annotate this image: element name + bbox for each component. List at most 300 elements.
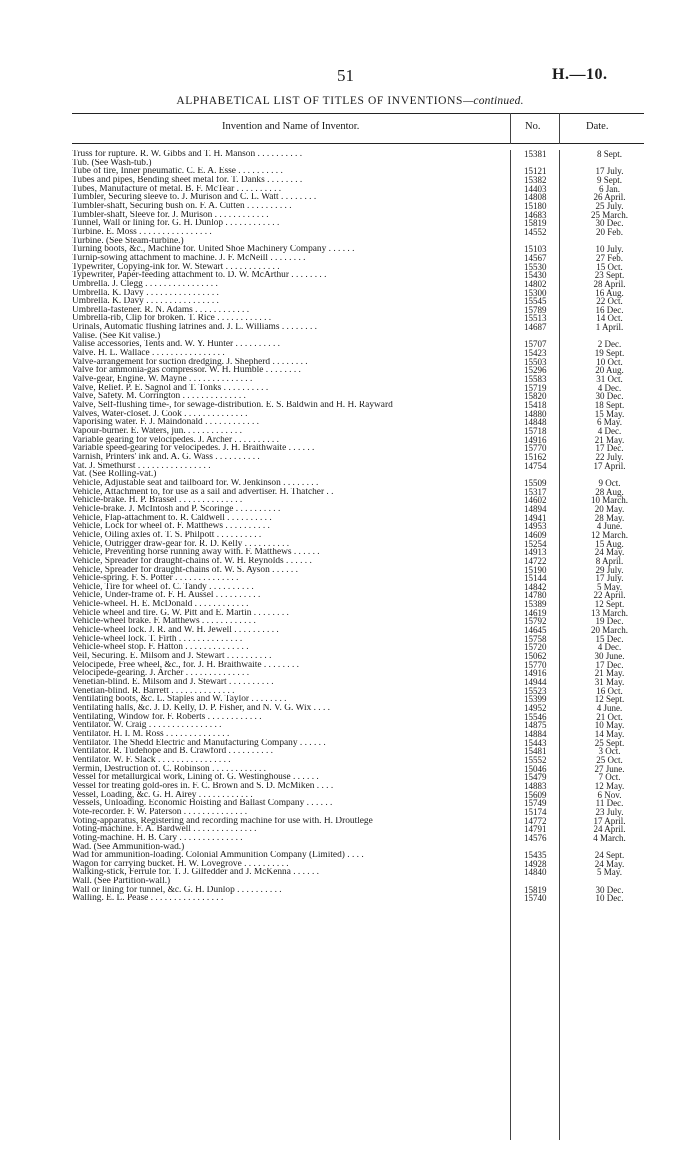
invention-title: Turbine. E. Moss . . . . . . . . . . . . . . . . (72, 227, 212, 237)
column-header-date: Date. (586, 121, 609, 132)
list-item (72, 306, 644, 315)
patent-date: 14 May. (594, 728, 625, 739)
patent-date: 12 Sept. (594, 599, 625, 610)
list-item (72, 479, 644, 488)
patent-number: 15819 (524, 218, 547, 229)
patent-number: 15792 (524, 616, 547, 627)
invention-title: Umbrella-fastener. R. N. Adams . . . . . . . . . . . . (72, 305, 250, 315)
list-item (72, 566, 644, 575)
list-item (72, 462, 644, 471)
list-item (72, 548, 644, 557)
patent-number: 14645 (524, 625, 547, 636)
patent-number: 15545 (524, 296, 547, 307)
patent-date: 15 Aug. (595, 538, 624, 549)
list-item (72, 739, 644, 748)
list-item (72, 791, 644, 800)
patent-date: 10 July. (595, 244, 624, 255)
list-item (72, 843, 644, 852)
patent-date: 20 May. (594, 503, 625, 514)
patent-date: 30 June. (594, 651, 625, 662)
patent-number: 15144 (524, 573, 547, 584)
list-item (72, 211, 644, 220)
list-item (72, 505, 644, 514)
invention-title: Vapour-burner. E. Waters, jun. . . . . . . . . . . . . (72, 427, 242, 436)
invention-title: Urinals, Automatic flushing latrines and. J. L. Williams . . . . . . . . (72, 323, 317, 332)
column-header-no: No. (525, 121, 541, 132)
patent-date: 21 May. (594, 668, 625, 679)
patent-number: 15481 (524, 746, 547, 757)
invention-title: Ventilating boots, &c. L. Staples and W. Taylor . . . . . . . . (72, 695, 287, 704)
patent-date: 8 Sept. (596, 149, 622, 159)
column-divider-date-head (559, 113, 560, 144)
list-item (72, 765, 644, 774)
patent-date: 20 Aug. (595, 365, 624, 376)
patent-number: 15770 (524, 443, 547, 454)
invention-title: Vehicle-wheel. H. E. McDonald . . . . . . . . . . . . (72, 600, 249, 609)
patent-date: 30 Dec. (595, 391, 624, 402)
invention-title: Umbrella-rib, Clip for broken. T. Rice . . . . . . . . . . . . (72, 314, 272, 324)
invention-title: Vehicle-brake. H. P. Brassel . . . . . . . . . . . . . . (72, 496, 243, 505)
invention-title: Vehicle-wheel lock. J. R. and W. H. Jewell . . . . . . . . . . (72, 626, 279, 635)
patent-date: 12 March. (591, 529, 628, 540)
invention-title: Vehicle, Spreader for draught-chains of. W. S. Ayson . . . . . . (72, 565, 298, 575)
list-item (72, 773, 644, 782)
list-item (72, 332, 644, 341)
patent-number: 14683 (524, 209, 547, 220)
patent-number: 14894 (524, 503, 547, 514)
list-item (72, 756, 644, 765)
list-item (72, 150, 644, 159)
patent-number: 14842 (524, 581, 547, 592)
patent-date: 28 Aug. (595, 486, 624, 497)
patent-number: 15121 (524, 166, 547, 177)
invention-title: Venetian-blind. E. Milsom and J. Stewart . . . . . . . . . . (72, 678, 274, 687)
invention-title: Wagon for carrying bucket. H. W. Lovegrove . . . . . . . . . . (72, 859, 289, 869)
invention-title: Vehicle wheel and tire. G. W. Pitt and E. Martin . . . . . . . . (72, 608, 289, 618)
list-item (72, 669, 644, 678)
patent-number: 14928 (524, 858, 547, 869)
patent-number: 14916 (524, 434, 547, 445)
patent-number: 14913 (524, 547, 547, 558)
patent-date: 12 May. (594, 780, 625, 791)
list-item (72, 488, 644, 497)
patent-number: 15418 (524, 400, 547, 411)
patent-number: 15789 (524, 304, 547, 315)
list-item (72, 159, 644, 168)
patent-date: 3 Oct. (598, 746, 621, 757)
list-item (72, 427, 644, 436)
patent-number: 15707 (524, 339, 547, 350)
patent-number: 15479 (524, 772, 547, 783)
patent-number: 15758 (524, 633, 547, 644)
list-item (72, 289, 644, 298)
patent-date: 13 March. (591, 607, 628, 618)
patent-number: 15583 (524, 374, 547, 385)
invention-title: Venetian-blind. R. Barrett . . . . . . . . . . . . . . (72, 686, 235, 696)
patent-date: 25 July. (595, 200, 624, 211)
patent-date: 10 May. (594, 720, 625, 731)
heading-suffix: —continued. (463, 95, 524, 107)
list-item (72, 193, 644, 202)
patent-date: 30 Dec. (595, 218, 624, 229)
list-item (72, 410, 644, 419)
patent-number: 15503 (524, 356, 547, 367)
invention-title: Typewriter, Copying-ink for. W. Stewart . . . . . . . . . . . . (72, 262, 280, 272)
invention-title: Ventilator. H. I. M. Ross . . . . . . . . . . . . . . (72, 729, 230, 739)
invention-title: Vessels, Unloading. Economic Hoisting and Ballast Company . . . . . . (72, 799, 333, 808)
patent-date: 16 Oct. (596, 685, 623, 696)
patent-date: 25 Oct. (596, 754, 623, 765)
list-item (72, 877, 644, 886)
patent-number: 15509 (524, 477, 547, 488)
patent-date: 17 July. (595, 166, 624, 177)
patent-date: 21 May. (594, 434, 625, 445)
patent-number: 15749 (524, 798, 547, 809)
patent-date: 6 May. (597, 417, 622, 428)
list-item (72, 418, 644, 427)
patent-date: 24 May. (594, 858, 625, 869)
patent-date: 16 Dec. (595, 304, 624, 315)
patent-date: 25 Sept. (594, 737, 625, 748)
patent-date: 18 Sept. (594, 400, 625, 411)
patent-number: 15719 (524, 382, 547, 393)
patent-date: 20 Feb. (596, 226, 623, 237)
invention-title: Vehicle, Under-frame of. F. H. Aussel . . . . . . . . . . (72, 591, 261, 601)
invention-title: Ventilator. R. Tudehope and B. Crawford . . . . . . . . . . (72, 747, 274, 756)
invention-title: Umbrella. K. Davy . . . . . . . . . . . . . . . . (72, 297, 219, 306)
patent-date: 15 May. (594, 408, 625, 419)
invention-title: Vaporising water. F. J. Maindonald . . . . . . . . . . . . (72, 418, 259, 427)
patent-date: 7 Oct. (598, 772, 621, 783)
list-item (72, 254, 644, 263)
list-item (72, 366, 644, 375)
patent-number: 15174 (524, 806, 547, 817)
patent-date: 22 July. (595, 451, 624, 462)
invention-title: Valise. (See Kit valise.) (72, 331, 161, 341)
invention-title: Typewriter, Paper-feeding attachment to. D. W. McArthur . . . . . . . . (72, 271, 327, 280)
list-item (72, 894, 644, 903)
invention-title: Turnip-sowing attachment to machine. J. F. McNeill . . . . . . . . (72, 253, 306, 263)
invention-title: Variable speed-gearing for velocipedes. J. H. Braithwaite . . . . . . (72, 444, 315, 453)
patent-date: 28 April. (593, 278, 626, 289)
column-divider-no-head (510, 113, 511, 144)
list-item (72, 358, 644, 367)
patent-number: 14802 (524, 278, 547, 289)
invention-title: Ventilating, Window for. F. Roberts . . . . . . . . . . . . (72, 712, 262, 722)
list-item (72, 323, 644, 332)
invention-title: Veil, Securing. E. Milsom and J. Stewart . . . . . . . . . . (72, 652, 272, 661)
list-item (72, 817, 644, 826)
patent-date: 23 Sept. (594, 270, 625, 281)
invention-title: Voting-machine. F. A. Bardwell . . . . . . . . . . . . . . (72, 825, 257, 834)
patent-date: 30 Dec. (595, 884, 624, 895)
list-item (72, 280, 644, 289)
patent-number: 14840 (524, 867, 547, 878)
invention-title: Voting-machine. H. B. Cary . . . . . . . . . . . . . . (72, 833, 243, 843)
list-item (72, 245, 644, 254)
patent-date: 24 May. (594, 547, 625, 558)
list-item (72, 617, 644, 626)
invention-title: Tumbler-shaft, Sleeve for. J. Murison . . . . . . . . . . . . (72, 210, 269, 220)
patent-number: 15103 (524, 244, 547, 255)
patent-date: 31 May. (594, 677, 625, 688)
patent-number: 15180 (524, 200, 547, 211)
patent-number: 15381 (524, 149, 547, 159)
patent-date: 10 Oct. (596, 356, 623, 367)
invention-title: Umbrella. J. Clegg . . . . . . . . . . . . . . . . (72, 279, 218, 289)
patent-date: 2 Dec. (597, 339, 622, 350)
list-item (72, 661, 644, 670)
patent-number: 14403 (524, 183, 547, 194)
patent-number: 15552 (524, 754, 547, 765)
invention-title: Walling. E. L. Pease . . . . . . . . . . . . . . . . (72, 894, 224, 904)
invention-title: Valise accessories, Tents and. W. Y. Hunter . . . . . . . . . . (72, 340, 280, 350)
invention-title: Umbrella. K. Davy . . . . . . . . . . . . . . . . (72, 288, 219, 298)
invention-title: Vessel, Loading, &c. G. H. Airey . . . . . . . . . . . . (72, 790, 253, 800)
patent-number: 15720 (524, 642, 547, 653)
patent-number: 14953 (524, 521, 547, 532)
invention-title: Vehicle-spring. F. S. Potter . . . . . . . . . . . . . . (72, 574, 239, 583)
patent-date: 9 Sept. (596, 174, 622, 185)
inventions-list (72, 150, 644, 903)
patent-date: 4 Dec. (597, 426, 622, 436)
list-item (72, 436, 644, 445)
patent-date: 21 Oct. (596, 711, 623, 722)
invention-title: Vat. J. Smethurst . . . . . . . . . . . . . . . . (72, 461, 211, 471)
patent-date: 6 Nov. (597, 789, 622, 800)
patent-number: 15317 (524, 486, 547, 497)
invention-title: Velocipede, Free wheel, &c., for. J. H. Braithwaite . . . . . . . . (72, 660, 300, 670)
list-item (72, 375, 644, 384)
invention-title: Vehicle, Attachment to, for use as a sail and advertiser. H. Thatcher . . (72, 487, 334, 497)
invention-title: Voting-apparatus, Registering and recording machine for use with. H. Droutlege (72, 816, 373, 826)
patent-number: 14772 (524, 815, 547, 826)
invention-title: Tubes and pipes, Bending sheet metal for. T. Danks . . . . . . . . (72, 175, 303, 185)
patent-date: 17 July. (595, 573, 624, 584)
patent-date: 10 March. (591, 495, 628, 506)
list-item (72, 453, 644, 462)
invention-title: Ventilator. The Shedd Electric and Manufacturing Company . . . . . . (72, 738, 326, 748)
invention-title: Vehicle, Lock for wheel of. F. Matthews . . . . . . . . . . (72, 522, 270, 531)
patent-number: 15190 (524, 564, 547, 575)
patent-number: 14780 (524, 590, 547, 601)
patent-number: 15423 (524, 348, 547, 359)
page-heading (0, 95, 700, 107)
invention-title: Vote-recorder. F. W. Paterson . . . . . . . . . . . . . . (72, 807, 248, 817)
patent-date: 10 Dec. (595, 893, 624, 904)
patent-date: 19 Sept. (594, 348, 625, 359)
list-item (72, 349, 644, 358)
list-item (72, 271, 644, 280)
invention-title: Truss for rupture. R. W. Gibbs and T. H. Manson . . . . . . . . . . (72, 150, 303, 159)
patent-number: 14944 (524, 677, 547, 688)
patent-date: 24 April. (593, 824, 626, 835)
invention-title: Tumbler-shaft, Securing bush on. F. A. Cutten . . . . . . . . . . (72, 201, 292, 211)
patent-number: 15513 (524, 313, 547, 324)
patent-date: 17 Dec. (595, 659, 624, 670)
patent-date: 23 July. (595, 806, 624, 817)
invention-title: Tumbler, Securing sleeve to. J. Murison and C. L. Watt . . . . . . . . (72, 193, 317, 202)
list-item (72, 591, 644, 600)
list-item (72, 185, 644, 194)
list-item (72, 886, 644, 895)
list-item (72, 496, 644, 505)
invention-title: Vehicle, Oiling axles of. T. S. Philpott . . . . . . . . . . (72, 530, 262, 540)
list-item (72, 687, 644, 696)
patent-date: 25 March. (591, 209, 628, 220)
document-reference: H.—10. (552, 66, 608, 83)
patent-date: 6 Jan. (599, 183, 620, 194)
invention-title: Vehicle, Adjustable seat and tailboard for. W. Jenkinson . . . . . . . . (72, 478, 319, 488)
list-item (72, 340, 644, 349)
patent-date: 15 Dec. (595, 633, 624, 644)
patent-number: 15435 (524, 850, 547, 861)
patent-date: 29 July. (595, 564, 624, 575)
invention-title: Wad for ammunition-loading. Colonial Ammunition Company (Limited) . . . . (72, 851, 364, 860)
patent-number: 14754 (524, 460, 547, 471)
patent-number: 14552 (524, 226, 547, 237)
list-item (72, 470, 644, 479)
list-item (72, 583, 644, 592)
patent-number: 14875 (524, 720, 547, 731)
heading-title: ALPHABETICAL LIST OF TITLES OF INVENTIONS (176, 95, 463, 107)
invention-title: Vessel for treating gold-ores in. F. C. Brown and S. D. McMiken . . . . (72, 781, 334, 791)
list-item (72, 531, 644, 540)
invention-title: Wall. (See Partition-wall.) (72, 877, 171, 886)
list-item (72, 522, 644, 531)
patent-number: 15740 (524, 893, 547, 904)
invention-title: Ventilating halls, &c. J. D. Kelly, D. P. Fisher, and N. V. G. Wix . . . . (72, 704, 331, 713)
invention-title: Vehicle-wheel stop. F. Hatton . . . . . . . . . . . . . . (72, 643, 249, 653)
invention-title: Vehicle-wheel lock. T. Firth . . . . . . . . . . . . . . (72, 634, 243, 644)
list-item (72, 609, 644, 618)
patent-number: 15819 (524, 884, 547, 895)
invention-title: Vat. (See Rolling-vat.) (72, 470, 157, 479)
patent-date: 28 May. (594, 512, 625, 523)
invention-title: Tunnel, Wall or lining for. G. H. Dunlop . . . . . . . . . . . . (72, 219, 280, 228)
invention-title: Turbine. (See Steam-turbine.) (72, 236, 184, 246)
list-item (72, 557, 644, 566)
patent-number: 15046 (524, 763, 547, 774)
patent-number: 14791 (524, 824, 547, 835)
list-item (72, 540, 644, 549)
invention-title: Valve, Safety. M. Corrington . . . . . . . . . . . . . . (72, 392, 246, 402)
invention-title: Variable gearing for velocipedes. J. Archer . . . . . . . . . . (72, 435, 279, 445)
patent-number: 15430 (524, 270, 547, 281)
patent-number: 14848 (524, 417, 547, 428)
invention-title: Tub. (See Wash-tub.) (72, 158, 152, 168)
patent-date: 22 April. (593, 590, 626, 601)
patent-date: 12 Sept. (594, 694, 625, 705)
list-item (72, 237, 644, 246)
invention-title: Wall or lining for tunnel, &c. G. H. Dunlop . . . . . . . . . . (72, 885, 282, 895)
patent-number: 15770 (524, 659, 547, 670)
invention-title: Vehicle-brake. J. McIntosh and P. Scoringe . . . . . . . . . . (72, 504, 281, 514)
patent-date: 4 June. (596, 521, 623, 532)
list-item (72, 444, 644, 453)
patent-date: 24 Sept. (594, 850, 625, 861)
list-item (72, 514, 644, 523)
patent-number: 15389 (524, 599, 547, 610)
patent-number: 15523 (524, 685, 547, 696)
invention-title: Valve for ammonia-gas compressor. W. H. Humble . . . . . . . . (72, 366, 301, 376)
invention-title: Wad. (See Ammunition-wad.) (72, 842, 185, 852)
invention-title: Turning boots, &c., Machine for. United Shoe Machinery Company . . . . . . (72, 245, 355, 254)
invention-title: Vermin, Destruction of. C. Robinson . . . . . . . . . . . . (72, 764, 266, 774)
list-item (72, 297, 644, 306)
patent-number: 15718 (524, 426, 547, 436)
invention-title: Vehicle, Flap-attachment to. R. Caldwell . . . . . . . . . . (72, 513, 272, 523)
list-item (72, 747, 644, 756)
invention-title: Vehicle, Tire for wheel of. C. Tandy . . . . . . . . . . (72, 582, 254, 592)
patent-number: 14941 (524, 512, 547, 523)
patent-date: 27 Feb. (596, 252, 623, 263)
list-item (72, 652, 644, 661)
patent-number: 14884 (524, 728, 547, 739)
patent-number: 14916 (524, 668, 547, 679)
invention-title: Velocipede-gearing. J. Archer . . . . . . . . . . . . . . (72, 669, 250, 679)
invention-title: Tube of tire, Inner pneumatic. C. E. A. Esse . . . . . . . . . . (72, 167, 283, 176)
page-number: 51 (337, 66, 354, 85)
list-item (72, 228, 644, 237)
invention-title: Ventilator. W. F. Slack . . . . . . . . . . . . . . . . (72, 755, 231, 765)
list-item (72, 851, 644, 860)
invention-title: Tubes, Manufacture of metal. B. F. McTear . . . . . . . . . . (72, 184, 282, 194)
invention-title: Walking-stick, Ferrule for. T. J. Gilfedder and J. McKenna . . . . . . (72, 868, 320, 878)
list-item (72, 868, 644, 877)
list-item (72, 167, 644, 176)
patent-number: 14808 (524, 192, 547, 203)
patent-number: 15296 (524, 365, 547, 376)
list-item (72, 392, 644, 401)
patent-number: 15254 (524, 538, 547, 549)
list-item (72, 574, 644, 583)
patent-number: 15609 (524, 789, 547, 800)
invention-title: Valve. H. L. Wallace . . . . . . . . . . . . . . . . (72, 349, 225, 358)
patent-number: 15162 (524, 451, 547, 462)
patent-number: 15443 (524, 737, 547, 748)
list-item (72, 704, 644, 713)
invention-title: Vehicle, Preventing horse running away with. F. Matthews . . . . . . (72, 548, 320, 557)
patent-date: 9 Oct. (598, 477, 621, 488)
patent-date: 4 March. (593, 832, 626, 843)
patent-date: 11 Dec. (595, 798, 624, 809)
invention-title: Valve, Relief. P. E. Sagnol and T. Tonks . . . . . . . . . . (72, 383, 269, 393)
invention-title: Vehicle, Spreader for draught-chains of. W. H. Reynolds . . . . . . (72, 556, 312, 566)
patent-number: 15062 (524, 651, 547, 662)
list-item (72, 721, 644, 730)
list-item (72, 695, 644, 704)
invention-title: Vehicle, Outrigger draw-gear for. R. D. Kelly . . . . . . . . . . (72, 539, 290, 549)
list-item (72, 314, 644, 323)
list-item (72, 176, 644, 185)
patent-date: 27 June. (594, 763, 625, 774)
patent-date: 1 April. (595, 322, 624, 333)
patent-date: 4 Dec. (597, 642, 622, 653)
list-item (72, 263, 644, 272)
patent-number: 14567 (524, 252, 547, 263)
patent-number: 14609 (524, 529, 547, 540)
patent-date: 5 May. (597, 867, 622, 878)
patent-number: 14576 (524, 832, 547, 843)
patent-number: 14602 (524, 495, 547, 506)
list-item (72, 678, 644, 687)
list-item (72, 401, 644, 410)
patent-number: 15546 (524, 711, 547, 722)
patent-number: 14687 (524, 322, 547, 333)
patent-number: 15530 (524, 261, 547, 272)
patent-date: 5 May. (597, 581, 622, 592)
